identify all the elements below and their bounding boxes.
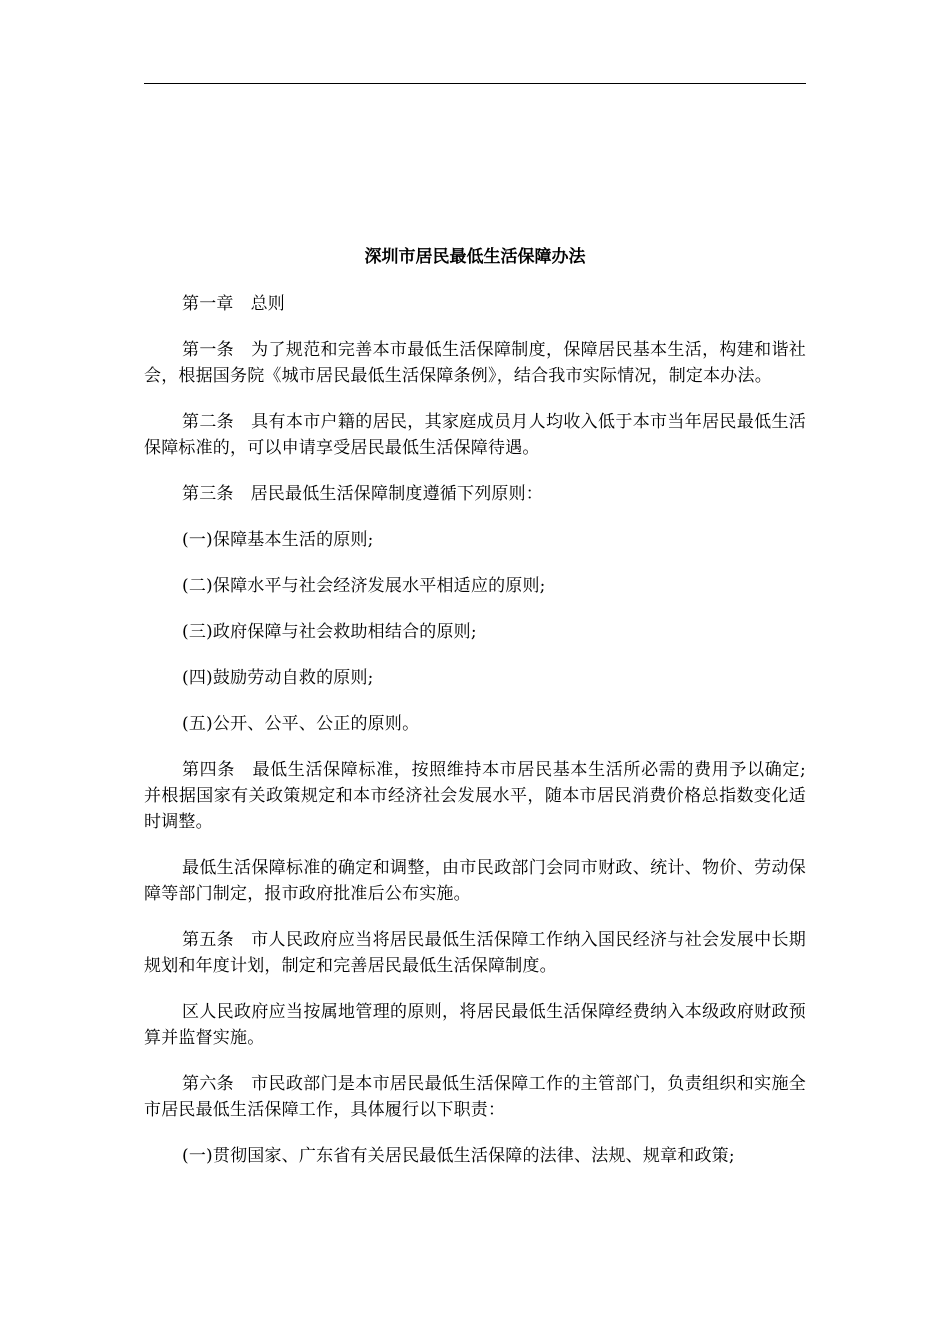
para-text: 最低生活保障标准的确定和调整，由市民政部门会同市财政、统计、物价、劳动保障等部门制定，报市政府批准后公布实施。 [144, 858, 806, 904]
para-lead: 第一章 [182, 294, 234, 314]
list-item [144, 1143, 806, 1169]
para-text: (一)贯彻国家、广东省有关居民最低生活保障的法律、法规、规章和政策; [182, 1146, 735, 1166]
para-lead: 第三条 [182, 484, 234, 504]
para-text: (三)政府保障与社会救助相结合的原则; [182, 622, 477, 642]
para-text: 市人民政府应当将居民最低生活保障工作纳入国民经济与社会发展中长期规划和年度计划，制定和完善居民最低生活保障制度。 [144, 930, 806, 976]
body-paragraph [144, 855, 806, 907]
article-1 [144, 337, 806, 389]
document-body [144, 291, 806, 1189]
para-text: 总则 [250, 294, 286, 314]
list-item [144, 619, 806, 645]
list-item [144, 527, 806, 553]
para-text: (四)鼓励劳动自救的原则; [182, 668, 374, 688]
article-4 [144, 757, 806, 835]
para-text: (五)公开、公平、公正的原则。 [182, 714, 420, 734]
para-lead: 第四条 [182, 760, 235, 780]
article-6 [144, 1071, 806, 1123]
document-title: 深圳市居民最低生活保障办法 [364, 247, 586, 267]
list-item [144, 665, 806, 691]
header-rule [144, 83, 806, 84]
para-text: 居民最低生活保障制度遵循下列原则： [250, 484, 544, 504]
para-text: 区人民政府应当按属地管理的原则，将居民最低生活保障经费纳入本级政府财政预算并监督实施。 [144, 1002, 806, 1048]
para-text: (一)保障基本生活的原则; [182, 530, 374, 550]
para-text: 为了规范和完善本市最低生活保障制度，保障居民基本生活，构建和谐社会，根据国务院《城市居民最低生活保障条例》，结合我市实际情况，制定本办法。 [144, 340, 806, 386]
para-text: 市民政部门是本市居民最低生活保障工作的主管部门，负责组织和实施全市居民最低生活保障工作，具体履行以下职责： [144, 1074, 806, 1120]
para-lead: 第五条 [182, 930, 235, 950]
para-lead: 第一条 [182, 340, 235, 360]
para-text: 最低生活保障标准，按照维持本市居民基本生活所必需的费用予以确定;并根据国家有关政策规定和本市经济社会发展水平，随本市居民消费价格总指数变化适时调整。 [144, 760, 806, 832]
list-item [144, 711, 806, 737]
list-item [144, 573, 806, 599]
chapter-heading [144, 291, 806, 317]
para-lead: 第二条 [182, 412, 235, 432]
article-3 [144, 481, 806, 507]
body-paragraph [144, 999, 806, 1051]
article-2 [144, 409, 806, 461]
para-text: (二)保障水平与社会经济发展水平相适应的原则; [182, 576, 546, 596]
para-lead: 第六条 [182, 1074, 235, 1094]
para-text: 具有本市户籍的居民，其家庭成员月人均收入低于本市当年居民最低生活保障标准的，可以申请享受居民最低生活保障待遇。 [144, 412, 806, 458]
article-5 [144, 927, 806, 979]
